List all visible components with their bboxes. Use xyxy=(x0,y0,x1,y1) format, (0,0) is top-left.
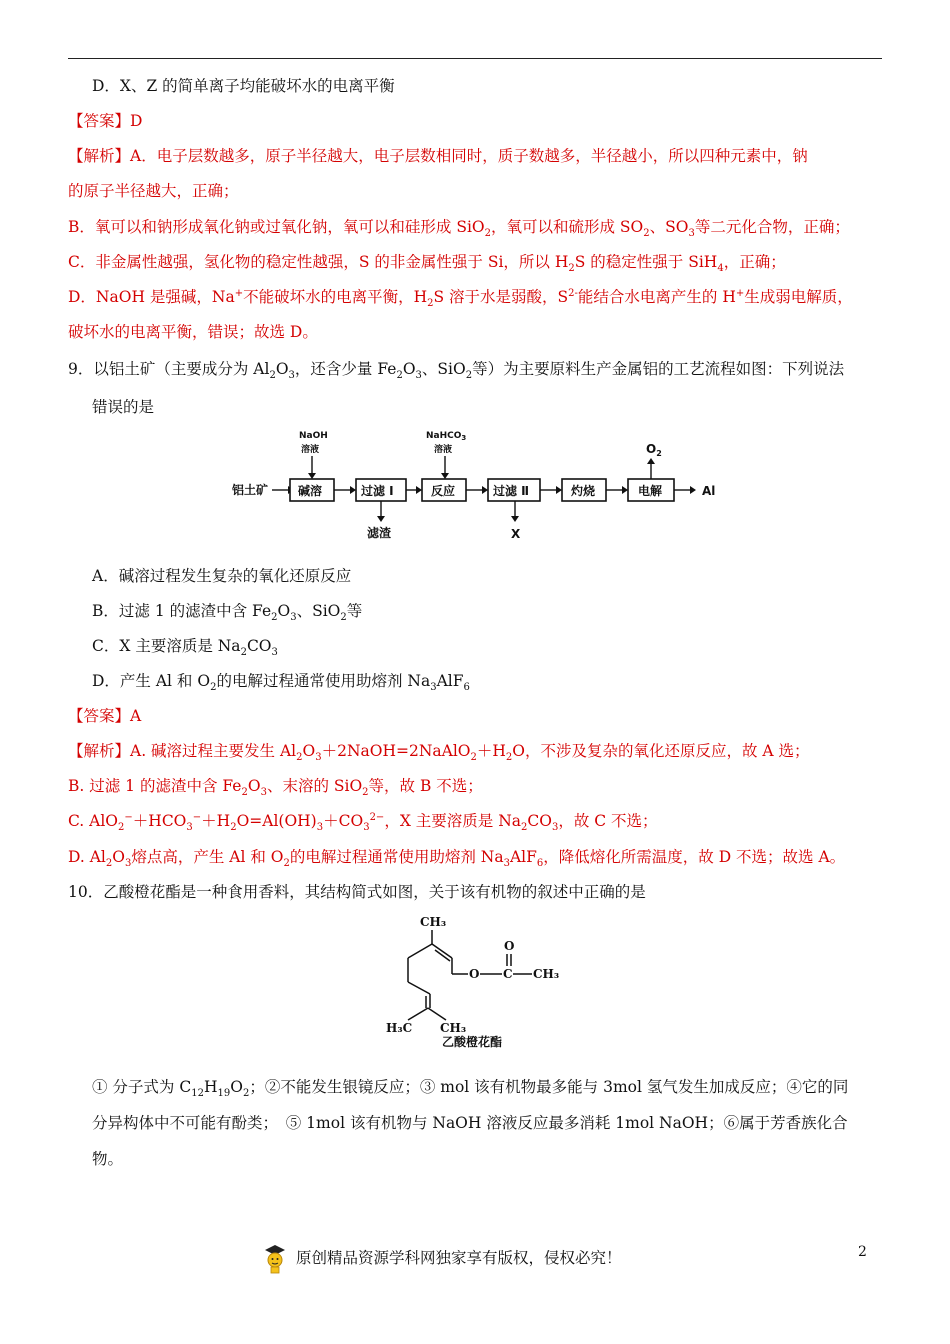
mol-bond xyxy=(408,944,432,958)
q9-analysis-d: D. $Al_2O_3$熔点高，产生 Al 和 $O_2$的电解过程通常使用助熔剂 $Na_3AlF_6$，降低熔化所需温度，故 D 不选；故选 A。 xyxy=(68,848,846,870)
q9-option-d: D．产生 Al 和 $O_2$的电解过程通常使用助熔剂 $Na_3AlF_6$ xyxy=(92,672,470,694)
mol-o-top: O xyxy=(504,939,515,953)
flow-reagent1-line1: NaOH xyxy=(299,431,328,441)
header-rule xyxy=(68,58,882,59)
q8-analysis-a-line2: 的原子半径越大，正确； xyxy=(68,182,239,200)
neryl-acetate-structure xyxy=(382,912,572,1052)
mol-bond xyxy=(408,982,430,994)
q9-analysis-c: C. $AlO_2^-+HCO_3^-+H_2O=Al(OH)_3+CO_3^{2-}$，X 主要溶质是 $Na_2CO_3$，故 C 不选； xyxy=(68,811,658,834)
mol-c: C xyxy=(503,967,513,981)
q9-answer: 【答案】A xyxy=(68,707,142,725)
flow-arrowhead-4 xyxy=(556,486,562,494)
q9-analysis-b: B. 过滤 1 的滤渣中含 $Fe_2O_3$、末溶的 SiO$_2$等，故 B 不选； xyxy=(68,777,483,799)
flow-feed-label: 铝土矿 xyxy=(232,483,269,497)
flow-step2-label: 过滤 Ⅰ xyxy=(361,484,394,498)
q10-items-line3: 物。 xyxy=(92,1150,124,1168)
mol-ch3-top: CH₃ xyxy=(420,915,447,929)
flow-step6-label: 电解 xyxy=(638,484,663,498)
mol-ch3-bottom: CH₃ xyxy=(440,1021,467,1035)
mascot-logo-icon xyxy=(262,1244,288,1274)
q9-option-b: B．过滤 1 的滤渣中含 $Fe_2O_3$、SiO$_2$等 xyxy=(92,602,363,624)
q8-analysis-a-line1: 【解析】A．电子层数越多，原子半径越大，电子层数相同时，质子数越多，半径越小，所以四种元素中，钠 xyxy=(68,147,808,165)
flow-arrowhead-o2 xyxy=(647,458,655,464)
q8-analysis-b: B．氧可以和钠形成氧化钠或过氧化钠，氧可以和硅形成 SiO$_2$，氧可以和硫形成 $SO_2$、$SO_3$等二元化合物，正确； xyxy=(68,218,850,240)
flow-o2-label: $O_2$ xyxy=(646,442,662,458)
flow-arrowhead-residue xyxy=(377,516,385,522)
flow-arrowhead-x xyxy=(511,516,519,522)
flow-arrowhead-2 xyxy=(416,486,422,494)
mol-bond xyxy=(428,1008,446,1020)
flow-step1-label: 碱溶 xyxy=(298,484,323,498)
footer-copyright: 原创精品资源学科网独家享有版权，侵权必究！ xyxy=(296,1249,622,1267)
flow-product-label: Al xyxy=(702,484,716,498)
flow-arrowhead-5 xyxy=(622,486,628,494)
flow-arrowhead-reagent2 xyxy=(441,473,449,479)
flow-step5-label: 灼烧 xyxy=(571,484,596,498)
flow-step4-label: 过滤 Ⅱ xyxy=(493,484,530,498)
flow-arrowhead-3 xyxy=(482,486,488,494)
mol-bond xyxy=(408,1008,428,1020)
q10-items-line2: 分异构体中不可能有酚类； ⑤ 1mol 该有机物与 NaOH 溶液反应最多消耗 1mol NaOH；⑥属于芳香族化合 xyxy=(92,1114,848,1132)
q8-analysis-d-line2: 破坏水的电离平衡，错误；故选 D。 xyxy=(68,323,318,341)
q10-items-line1: ① 分子式为 $C_{12}H_{19}O_2$；②不能发生银镜反应；③ mol 该有机物最多能与 3mol 氢气发生加成反应；④它的同 xyxy=(92,1078,849,1100)
flow-arrowhead-reagent1 xyxy=(308,473,316,479)
mol-h3c: H₃C xyxy=(386,1021,413,1035)
q10-stem: 10．乙酸橙花酯是一种食用香料，其结构简式如图，关于该有机物的叙述中正确的是 xyxy=(68,883,646,901)
q9-analysis-a: 【解析】A. 碱溶过程主要发生 $Al_2O_3+2NaOH=2NaAlO_2+H_2O$，不涉及复杂的氧化还原反应，故 A 选； xyxy=(68,742,810,764)
q8-analysis-d-line1: D．NaOH 是强碱，Na+不能破坏水的电离平衡，$H_2S$ 溶于水是弱酸，$S^{2-}$能结合水电离产生的 H+生成弱电解质， xyxy=(68,287,853,310)
mol-ch3-right: CH₃ xyxy=(533,967,560,981)
page-number: 2 xyxy=(858,1244,867,1260)
flow-reagent2-line2: 溶液 xyxy=(434,445,453,455)
q9-option-c: C．X 主要溶质是 $Na_2CO_3$ xyxy=(92,637,278,659)
process-flow-diagram xyxy=(228,425,728,545)
flow-reagent2-line1: NaHCO$_3$ xyxy=(426,431,467,442)
flow-arrowhead-1 xyxy=(350,486,356,494)
q9-stem-line1: 9．以铝土矿（主要成分为 $Al_2O_3$，还含少量 $Fe_2O_3$、SiO$_2$等）为主要原料生产金属铝的工艺流程如图：下列说法 xyxy=(68,360,845,382)
q8-analysis-c: C．非金属性越强，氢化物的稳定性越强，S 的非金属性强于 Si，所以 $H_2S$ 的稳定性强于 SiH$_4$，正确； xyxy=(68,253,786,275)
flow-x-label: X xyxy=(511,527,521,541)
q9-option-a: A．碱溶过程发生复杂的氧化还原反应 xyxy=(92,567,352,585)
q9-stem-line2: 错误的是 xyxy=(92,398,155,416)
mol-o-chain: O xyxy=(469,967,480,981)
mol-caption: 乙酸橙花酯 xyxy=(442,1035,503,1049)
flow-step3-label: 反应 xyxy=(431,484,456,498)
q8-answer: 【答案】D xyxy=(68,112,143,130)
flow-residue-label: 滤渣 xyxy=(367,526,392,540)
flow-arrowhead-6 xyxy=(690,486,696,494)
q8-option-d: D．X、Z 的简单离子均能破坏水的电离平衡 xyxy=(92,77,395,95)
flow-reagent1-line2: 溶液 xyxy=(301,445,320,455)
